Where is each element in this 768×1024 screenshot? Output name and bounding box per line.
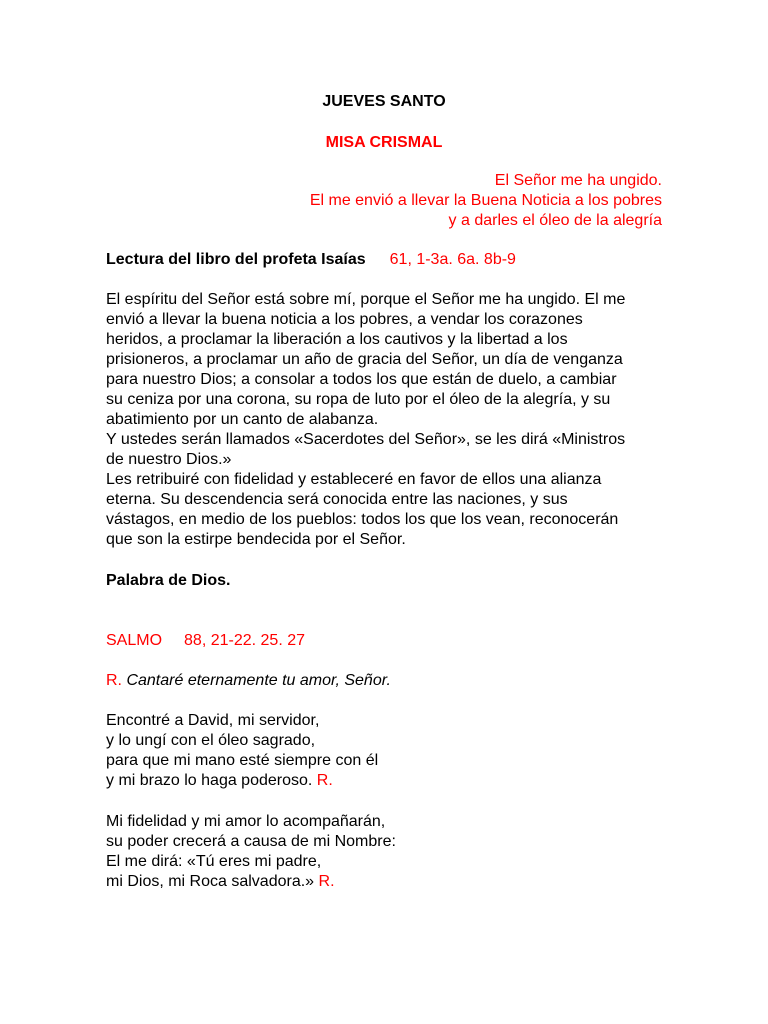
response-marker: R.	[316, 772, 333, 789]
reading-line: eterna. Su descendencia será conocida entre las naciones, y sus	[106, 491, 568, 508]
reading-line: Les retribuiré con fidelidad y estableceré en favor de ellos una alianza	[106, 471, 602, 488]
reading-line: para nuestro Dios; a consolar a todos los que están de duelo, a cambiar	[106, 371, 617, 388]
response-marker: R.	[318, 873, 335, 890]
reading-line: Y ustedes serán llamados «Sacerdotes del Señor», se les dirá «Ministros	[106, 431, 626, 448]
reading-line: El espíritu del Señor está sobre mí, porque el Señor me ha ungido. El me	[106, 291, 626, 308]
reading-reference: 61, 1-3a. 6a. 8b-9	[389, 251, 516, 268]
stanza-line: para que mi mano esté siempre con él	[106, 752, 379, 769]
reading-line: de nuestro Dios.»	[106, 451, 232, 468]
stanza-line: mi Dios, mi Roca salvadora.»	[106, 873, 315, 890]
stanza-line: y lo ungí con el óleo sagrado,	[106, 732, 316, 749]
stanza-line: El me dirá: «Tú eres mi padre,	[106, 853, 322, 870]
stanza-line-last	[106, 771, 333, 791]
stanza-line: Mi fidelidad y mi amor lo acompañarán,	[106, 813, 386, 830]
stanza-line: Encontré a David, mi servidor,	[106, 712, 320, 729]
reading-heading-row	[106, 250, 516, 270]
reading-line: heridos, a proclamar la liberación a los cautivos y la libertad a los	[106, 331, 568, 348]
antiphon-line: El Señor me ha ungido.	[494, 172, 662, 189]
psalm-heading-row	[106, 631, 305, 651]
reading-heading: Lectura del libro del profeta Isaías	[106, 251, 366, 268]
reading-line: su ceniza por una corona, su ropa de luto por el óleo de la alegría, y su	[106, 391, 611, 408]
response-marker: R.	[106, 672, 122, 689]
page-subtitle: MISA CRISMAL	[325, 134, 443, 151]
response-text: Cantaré eternamente tu amor, Señor.	[126, 672, 391, 689]
reading-closing: Palabra de Dios.	[106, 572, 231, 589]
antiphon-line: El me envió a llevar la Buena Noticia a los pobres	[309, 192, 662, 209]
psalm-response	[106, 671, 391, 691]
psalm-reference: 88, 21-22. 25. 27	[184, 632, 305, 649]
reading-line: envió a llevar la buena noticia a los pobres, a vendar los corazones	[106, 311, 583, 328]
reading-line: abatimiento por un canto de alabanza.	[106, 411, 379, 428]
stanza-line: su poder crecerá a causa de mi Nombre:	[106, 833, 396, 850]
reading-line: vástagos, en medio de los pueblos: todos los que los vean, reconocerán	[106, 511, 619, 528]
reading-line: que son la estirpe bendecida por el Señor.	[106, 531, 406, 548]
psalm-label: SALMO	[106, 632, 163, 649]
stanza-line-last	[106, 872, 335, 892]
antiphon-line: y a darles el óleo de la alegría	[448, 212, 662, 229]
reading-line: prisioneros, a proclamar un año de gracia del Señor, un día de venganza	[106, 351, 623, 368]
stanza-line: y mi brazo lo haga poderoso.	[106, 772, 313, 789]
page-title: JUEVES SANTO	[322, 93, 446, 110]
